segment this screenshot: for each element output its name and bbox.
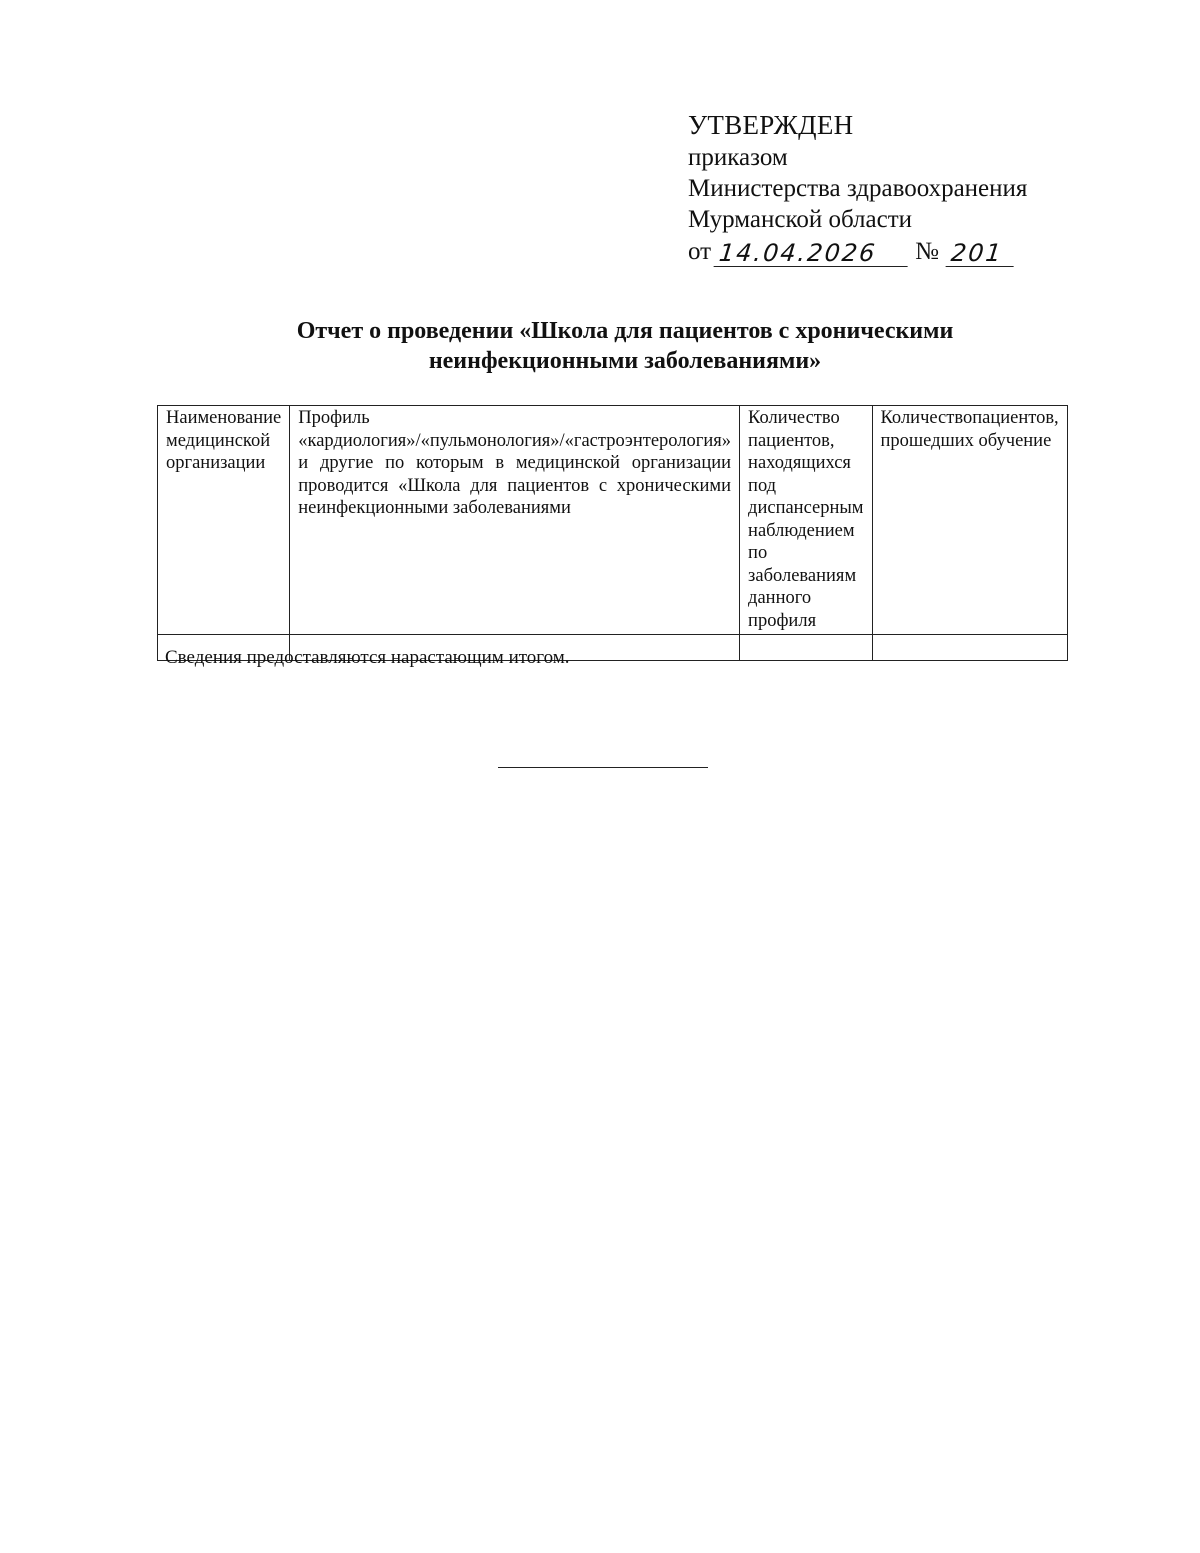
table-cell <box>740 635 872 661</box>
approval-ministry: Министерства здравоохранения <box>688 175 1028 202</box>
header-cell-trained-rest: прошедших обучение <box>880 430 1052 451</box>
approval-region: Мурманской области <box>688 206 913 233</box>
header-cell-profile: Профиль «кардиология»/«пульмонология»/«гастроэнтерология» и другие по которым в медицинской организации проводится «Школа для пациентов с хроническими неинфекционными заболеваниями <box>290 406 740 635</box>
approval-date-row <box>688 236 1088 267</box>
table-cell <box>872 635 1067 661</box>
table-header-row <box>158 406 1068 635</box>
report-table <box>157 405 1068 661</box>
closing-divider <box>498 767 708 768</box>
approval-order-word: приказом <box>688 144 788 171</box>
header-cell-trained-count <box>872 406 1067 635</box>
header-cell-organization: Наименование медицинской организации <box>158 406 290 635</box>
handwritten-date: 14.04.2026 <box>714 240 911 267</box>
date-prefix: от <box>688 238 712 265</box>
report-title-line-1: Отчет о проведении «Школа для пациентов с хроническими <box>296 318 954 344</box>
report-title-line-2: неинфекционными заболеваниями» <box>428 348 822 374</box>
approval-heading: УТВЕРЖДЕН <box>688 110 854 140</box>
header-cell-trained-word-1: Количество <box>880 408 973 428</box>
approval-block <box>688 108 1088 267</box>
handwritten-number: 201 <box>946 240 1017 267</box>
report-title <box>150 316 1100 376</box>
footnote: Сведения предоставляются нарастающим итогом. <box>165 647 570 668</box>
header-cell-trained-word-2: пациентов, <box>972 408 1059 428</box>
header-cell-dispensary-count: Количество пациентов, находящихся под диспансерным наблюдением по заболеваниям данного профиля <box>740 406 872 635</box>
number-label: № <box>915 238 939 265</box>
header-cell-trained-first-line <box>881 407 1059 430</box>
